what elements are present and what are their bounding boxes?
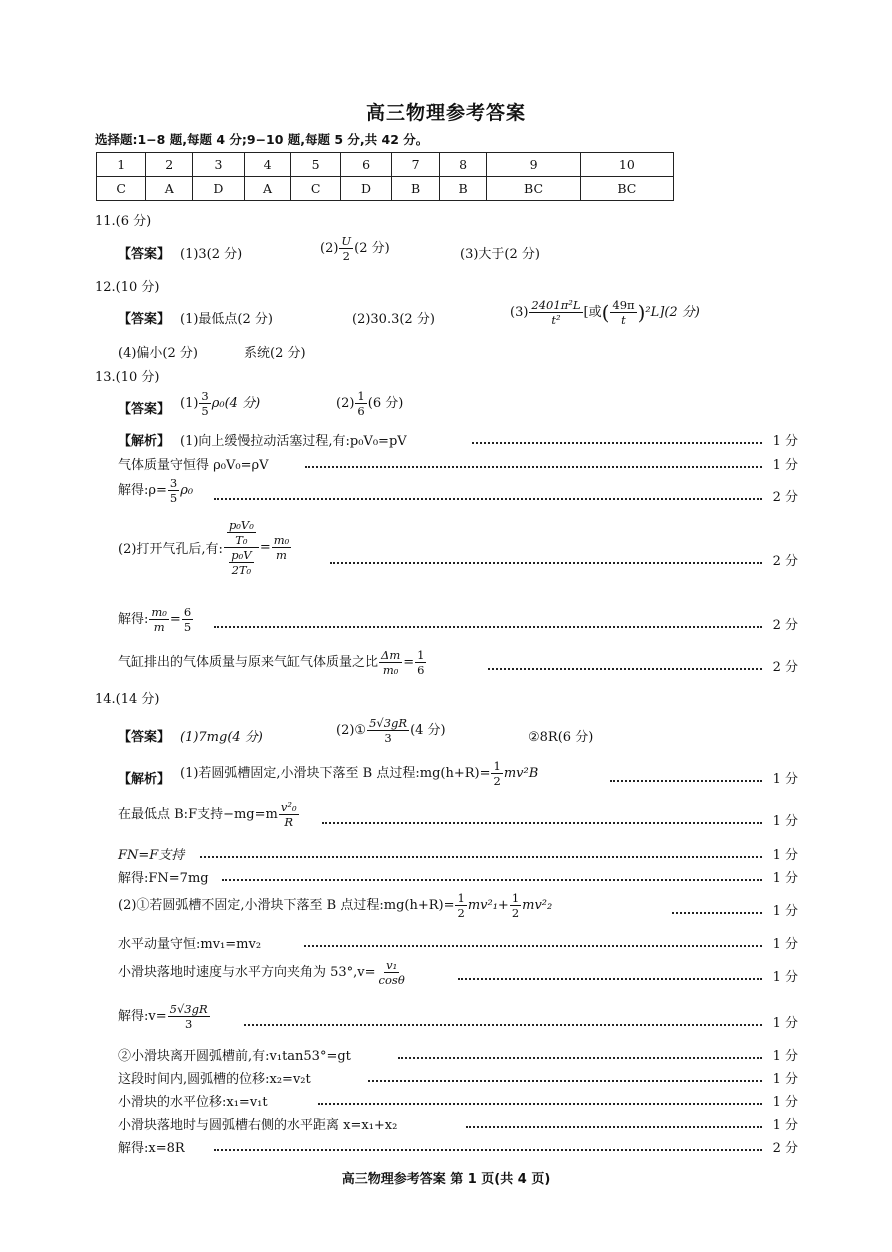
q14-solution-line-1: (1)若圆弧槽固定,小滑块下落至 B 点过程:mg(h+R)= $\frac{1}{2}$ mv²B (180, 759, 539, 788)
q11-answer-1: (1)3(2 分) (180, 247, 243, 262)
q12-answer-tag: 【答案】 (118, 312, 171, 327)
dot-leader (244, 1024, 762, 1026)
table-cell-answer: D (193, 177, 244, 201)
q13-answer-1: (1) $\frac{3}{5}$ ρ₀(4 分) (180, 389, 261, 418)
q13-points-3: 2 分 (772, 490, 798, 505)
q12-answer-4: (4)偏小(2 分) (118, 346, 198, 361)
q12-answer-2: (2)30.3(2 分) (352, 312, 435, 327)
table-cell-answer: BC (487, 177, 580, 201)
q14-points-9: 1 分 (772, 1049, 798, 1064)
table-row-answers (97, 177, 674, 201)
multiple-choice-instructions: 选择题:1−8 题,每题 4 分;9−10 题,每题 5 分,共 42 分。 (95, 132, 429, 147)
q14-points-11: 1 分 (772, 1095, 798, 1110)
dot-leader (214, 498, 762, 500)
q12-answer-3: (3) $\frac{\text{2401π²L}}{\text{t²}}$ [或( $\frac{49\pi}{t}$ )²L](2 分) (510, 298, 700, 327)
q14-header: 14.(14 分) (95, 692, 160, 707)
q14-solution-line-13: 解得:x=8R (118, 1141, 185, 1156)
q13-points-6: 2 分 (772, 660, 798, 675)
dot-leader (368, 1080, 762, 1082)
q13-answer-tag: 【答案】 (118, 402, 171, 417)
table-cell-answer: D (340, 177, 391, 201)
q14-solution-line-2: 在最低点 B:F支持−mg=m $\frac{\text{v²₀}}{R}$ (118, 800, 297, 829)
q13-solution-line-3: 解得:ρ= $\frac{3}{5}$ ρ₀ (118, 476, 194, 505)
table-cell-number: 8 (439, 153, 487, 177)
q11-answer-3: (3)大于(2 分) (460, 247, 540, 262)
table-cell-answer: A (244, 177, 291, 201)
dot-leader (322, 822, 762, 824)
dot-leader (472, 442, 762, 444)
q13-solution-line-5: 解得: $\frac{\text{m₀}}{m}$ = $\frac{6}{5}$ (118, 605, 192, 634)
q11-header: 11.(6 分) (95, 214, 152, 229)
dot-leader (200, 856, 762, 858)
dot-leader (330, 562, 762, 564)
q11-answer-2: (2) $\frac{U}{2}$ (2 分) (320, 234, 390, 263)
table-cell-number: 1 (97, 153, 146, 177)
dot-leader (466, 1126, 762, 1128)
q14-points-10: 1 分 (772, 1072, 798, 1087)
dot-leader (318, 1103, 762, 1105)
table-cell-answer: C (291, 177, 340, 201)
q12-answer-5: 系统(2 分) (244, 346, 306, 361)
q13-points-1: 1 分 (772, 434, 798, 449)
table-cell-answer: B (439, 177, 487, 201)
q13-points-4: 2 分 (772, 554, 798, 569)
q14-solution-line-4: 解得:FN=7mg (118, 871, 209, 886)
q14-solution-line-9: ②小滑块离开圆弧槽前,有:v₁tan53°=gt (118, 1049, 351, 1064)
q13-answer-2: (2) $\frac{1}{6}$ (6 分) (336, 389, 404, 418)
q14-points-12: 1 分 (772, 1118, 798, 1133)
table-cell-number: 4 (244, 153, 291, 177)
q13-solution-tag: 【解析】 (118, 434, 171, 449)
q14-points-6: 1 分 (772, 937, 798, 952)
table-cell-number: 6 (340, 153, 391, 177)
table-cell-number: 5 (291, 153, 340, 177)
dot-leader (214, 626, 762, 628)
q14-points-7: 1 分 (772, 970, 798, 985)
dot-leader (398, 1057, 762, 1059)
q12-header: 12.(10 分) (95, 280, 160, 295)
q14-solution-line-7: 小滑块落地时速度与水平方向夹角为 53°,v= $\frac{\text{v₁}}{\cos\theta}$ (118, 958, 405, 987)
q13-solution-line-1: (1)向上缓慢拉动活塞过程,有:p₀V₀=pV (180, 434, 407, 449)
dot-leader (304, 945, 762, 947)
q13-header: 13.(10 分) (95, 370, 160, 385)
q14-points-8: 1 分 (772, 1016, 798, 1031)
q14-answer-3: ②8R(6 分) (528, 730, 594, 745)
q11-answer-tag: 【答案】 (118, 247, 171, 262)
q14-solution-line-3: FN=F支持 (118, 848, 185, 863)
dot-leader (222, 879, 762, 881)
table-cell-number: 2 (146, 153, 193, 177)
table-cell-answer: B (392, 177, 440, 201)
q13-solution-line-6: 气缸排出的气体质量与原来气缸气体质量之比 $\frac{\Delta m}{\text{m₀}}$ = $\frac{1}{6}$ (118, 648, 425, 677)
table-cell-answer: A (146, 177, 193, 201)
q14-solution-line-5: (2)①若圆弧槽不固定,小滑块下落至 B 点过程:mg(h+R)= $\frac{1}{2}$ mv²₁+ $\frac{1}{2}$ mv²₂ (118, 891, 553, 920)
q13-solution-line-2: 气体质量守恒得 ρ₀V₀=ρV (118, 458, 269, 473)
dot-leader (458, 978, 762, 980)
table-cell-number: 10 (580, 153, 673, 177)
table-cell-number: 7 (392, 153, 440, 177)
table-cell-number: 9 (487, 153, 580, 177)
q12-answer-1: (1)最低点(2 分) (180, 312, 273, 327)
q14-points-5: 1 分 (772, 904, 798, 919)
dot-leader (488, 668, 762, 670)
q14-answer-tag: 【答案】 (118, 730, 171, 745)
dot-leader (610, 780, 762, 782)
page-footer: 高三物理参考答案 第 1 页(共 4 页) (341, 1172, 551, 1187)
dot-leader (305, 466, 762, 468)
table-cell-number: 3 (193, 153, 244, 177)
q13-solution-line-4: (2)打开气孔后,有: $\frac{\frac{\text{p₀V₀}}{\text{T₀}}}{\frac{\text{p₀V}}{\text{2T₀}}}$ = $\frac{\text{m₀}}{m}$ (118, 518, 290, 577)
choice-answer-table (96, 152, 674, 201)
q13-points-2: 1 分 (772, 458, 798, 473)
table-cell-answer: BC (580, 177, 673, 201)
q14-points-3: 1 分 (772, 848, 798, 863)
q14-points-1: 1 分 (772, 772, 798, 787)
q13-points-5: 2 分 (772, 618, 798, 633)
q14-solution-line-8: 解得:v= $\frac{5√3gR}{3}$ (118, 1002, 208, 1031)
page-title: 高三物理参考答案 (365, 102, 526, 124)
q14-solution-tag: 【解析】 (118, 772, 171, 787)
table-row-numbers (97, 153, 674, 177)
q14-answer-1: (1)7mg(4 分) (180, 730, 263, 745)
q14-solution-line-10: 这段时间内,圆弧槽的位移:x₂=v₂t (118, 1072, 311, 1087)
q14-solution-line-6: 水平动量守恒:mv₁=mv₂ (118, 937, 262, 952)
table-cell-answer: C (97, 177, 146, 201)
q14-points-2: 1 分 (772, 814, 798, 829)
dot-leader (672, 912, 762, 914)
dot-leader (214, 1149, 762, 1151)
q14-answer-2: (2)① $\frac{5√3gR}{3}$ (4 分) (336, 716, 446, 745)
q14-solution-line-12: 小滑块落地时与圆弧槽右侧的水平距离 x=x₁+x₂ (118, 1118, 398, 1133)
q14-solution-line-11: 小滑块的水平位移:x₁=v₁t (118, 1095, 268, 1110)
q14-points-4: 1 分 (772, 871, 798, 886)
q14-points-13: 2 分 (772, 1141, 798, 1156)
